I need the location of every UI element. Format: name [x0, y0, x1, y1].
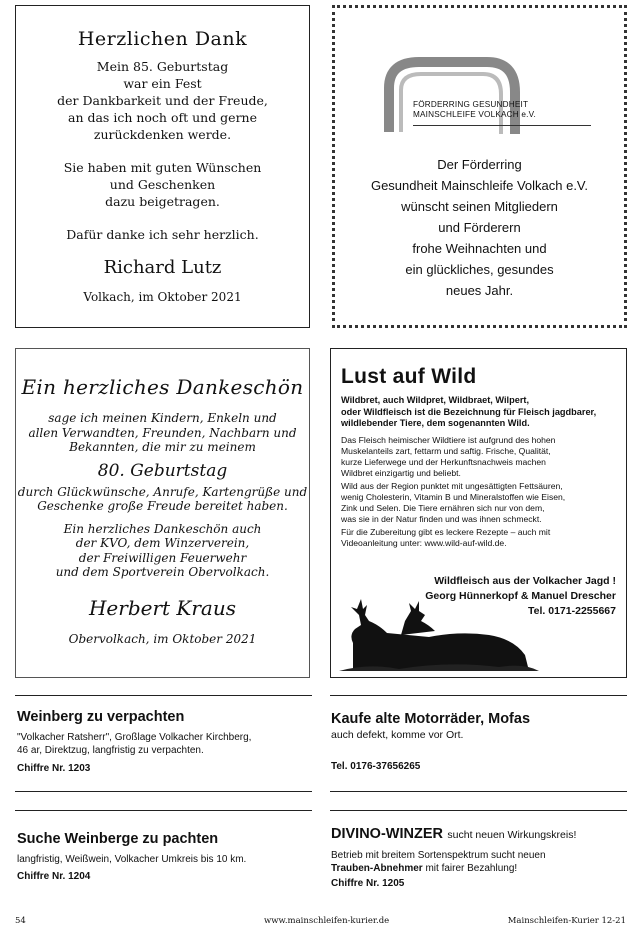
text-line: der KVO, dem Winzerverein, [75, 536, 250, 550]
text-line: langfristig, Weißwein, Volkacher Umkreis bis 10 km. [17, 854, 247, 865]
text-line [331, 862, 626, 875]
text-line: neues Jahr. [445, 283, 514, 298]
page-number: 54 [15, 916, 26, 926]
text-line: wildlebender Tiere, dem sogenannten Wild. [341, 418, 530, 428]
place-date: Volkach, im Oktober 2021 [83, 290, 242, 304]
text-line: Der Förderring [437, 157, 522, 172]
ad-paragraph-3 [341, 527, 616, 549]
deer-silhouette-icon [339, 585, 539, 675]
text-line: war ein Fest [123, 76, 202, 91]
ad-text-block-1 [16, 58, 309, 243]
ad-title: Lust auf Wild [341, 365, 477, 388]
text-line: sage ich meinen Kindern, Enkeln und [48, 411, 277, 425]
ad-title: Herzlichen Dank [77, 28, 248, 50]
text-line: Wildbret, auch Wildpret, Wildbraet, Wilpert, [341, 395, 530, 405]
place-date: Obervolkach, im Oktober 2021 [68, 631, 257, 646]
text-line: und dem Sportverein Obervolkach. [55, 565, 270, 579]
text-line: 46 ar, Direktzug, langfristig zu verpachten. [17, 745, 204, 756]
classified-title-row [331, 825, 626, 843]
ad-subtitle [341, 395, 616, 430]
contact-line: Tel. 0171-2255667 [528, 605, 616, 617]
text-line: Für die Zubereitung gibt es leckere Rezepte – auch mit [341, 526, 551, 537]
divider [15, 810, 312, 811]
text-line: Sie haben mit guten Wünschen [63, 160, 262, 175]
text-line: ein glückliches, gesundes [405, 262, 554, 277]
text-line: dazu beigetragen. [105, 194, 220, 209]
classified-title: DIVINO-WINZER [331, 826, 443, 842]
classified-body [331, 729, 626, 742]
text-line: Videoanleitung unter: www.wild-auf-wild.de. [341, 537, 507, 548]
logo-underline [413, 125, 591, 126]
text-line: "Volkacher Ratsherr", Großlage Volkacher Kirchberg, [17, 732, 252, 743]
text-tail: mit fairer Bezahlung! [425, 863, 518, 874]
classified-divino-winzer [331, 825, 626, 889]
text-line: Mein 85. Geburtstag [96, 59, 229, 74]
birthday-heading: 80. Geburtstag [97, 460, 228, 481]
classified-weinberg-verpachten [17, 709, 312, 774]
text-line: Dafür danke ich sehr herzlich. [66, 227, 259, 242]
text-line: was sie in der Natur finden und was ihnen schmeckt. [341, 513, 542, 524]
text-line: Bekannten, die mir zu meinem [69, 440, 256, 454]
text-line: an das ich noch oft und gerne [68, 110, 257, 125]
classified-title: Weinberg zu verpachten [17, 709, 185, 725]
text-line: Wildbret einzigartig und beliebt. [341, 467, 461, 478]
ad-title: Ein herzliches Dankeschön [21, 375, 304, 399]
classified-body [17, 731, 312, 757]
text-line: Muskelanteils zart, fettarm und saftig. Frische, Qualität, [341, 445, 551, 456]
text-line: durch Glückwünsche, Anrufe, Kartengrüße und [17, 484, 308, 499]
divider [15, 695, 312, 696]
classified-body [17, 853, 312, 866]
classified-suche-weinberge [17, 831, 312, 882]
text-line: der Freiwilligen Feuerwehr [78, 550, 247, 565]
divider [330, 695, 627, 696]
footer-issue: Mainschleifen-Kurier 12-21 [507, 916, 626, 926]
ad-text-block-2 [16, 485, 309, 514]
text-line: zurückdenken werde. [93, 127, 232, 142]
footer-url: www.mainschleifen-kurier.de [264, 916, 390, 926]
logo-line: MAINSCHLEIFE VOLKACH e.V. [413, 110, 536, 119]
divider [15, 791, 312, 792]
logo-line: FÖRDERRING GESUNDHEIT [413, 100, 529, 109]
ad-paragraph-1 [341, 435, 616, 479]
text-line: oder Wildfleisch ist die Bezeichnung für Fleisch jagdbarer, [341, 406, 597, 417]
signature-name: Richard Lutz [103, 257, 222, 278]
greeting-message [335, 154, 624, 301]
contact-line: Georg Hünnerkopf & Manuel Drescher [425, 590, 616, 602]
ad-foerderring [332, 5, 627, 328]
text-line: und Förderern [438, 220, 521, 235]
ad-lust-auf-wild [330, 348, 627, 678]
text-line: Wild aus der Region punktet mit ungesättigten Fettsäuren, [341, 480, 563, 491]
text-line: wünscht seinen Mitgliedern [401, 199, 558, 214]
text-line: Betrieb mit breitem Sortenspektrum sucht neuen [331, 850, 546, 861]
ad-text-block-1 [16, 411, 309, 455]
bold-text: Trauben-Abnehmer [331, 863, 423, 874]
ad-herzliches-dankeschoen [15, 348, 310, 678]
text-line: Ein herzliches Dankeschön auch [63, 521, 262, 536]
text-line: allen Verwandten, Freunden, Nachbarn und [28, 425, 297, 440]
classified-kaufe-motorraeder [331, 711, 626, 772]
classified-title: Kaufe alte Motorräder, Mofas [331, 711, 531, 727]
ad-herzlichen-dank [15, 5, 310, 328]
text-line: kurze Lieferwege und der Herkunftsnachweis machen [341, 456, 546, 467]
text-line: Geschenke große Freude bereitet haben. [37, 499, 288, 513]
text-line: wenig Cholesterin, Vitamin B und Mineralstoffen wie Eisen, [341, 491, 566, 502]
chiffre-number: Chiffre Nr. 1203 [17, 763, 91, 774]
ad-text-block-3 [16, 522, 309, 580]
classified-body [331, 849, 626, 875]
text-line: Gesundheit Mainschleife Volkach e.V. [370, 178, 589, 193]
chiffre-number: Chiffre Nr. 1205 [331, 878, 405, 889]
logo-text [413, 100, 536, 120]
text-line: Das Fleisch heimischer Wildtiere ist aufgrund des hohen [341, 434, 556, 445]
contact-line: Wildfleisch aus der Volkacher Jagd ! [434, 575, 616, 587]
divider [330, 791, 627, 792]
phone-number: Tel. 0176-37656265 [331, 761, 421, 772]
classified-title: Suche Weinberge zu pachten [17, 831, 219, 847]
classified-title-suffix: sucht neuen Wirkungskreis! [447, 829, 577, 841]
text-line: und Geschenken [109, 177, 216, 192]
text-line: auch defekt, komme vor Ort. [331, 729, 464, 741]
divider [330, 810, 627, 811]
text-line: Zink und Selen. Die Tiere ernähren sich nur von dem, [341, 502, 545, 513]
text-line: frohe Weihnachten und [412, 241, 547, 256]
text-line: der Dankbarkeit und der Freude, [57, 93, 268, 108]
ad-paragraph-2 [341, 481, 616, 525]
chiffre-number: Chiffre Nr. 1204 [17, 871, 91, 882]
foerderring-logo-icon [377, 52, 597, 142]
signature-name: Herbert Kraus [88, 595, 236, 620]
